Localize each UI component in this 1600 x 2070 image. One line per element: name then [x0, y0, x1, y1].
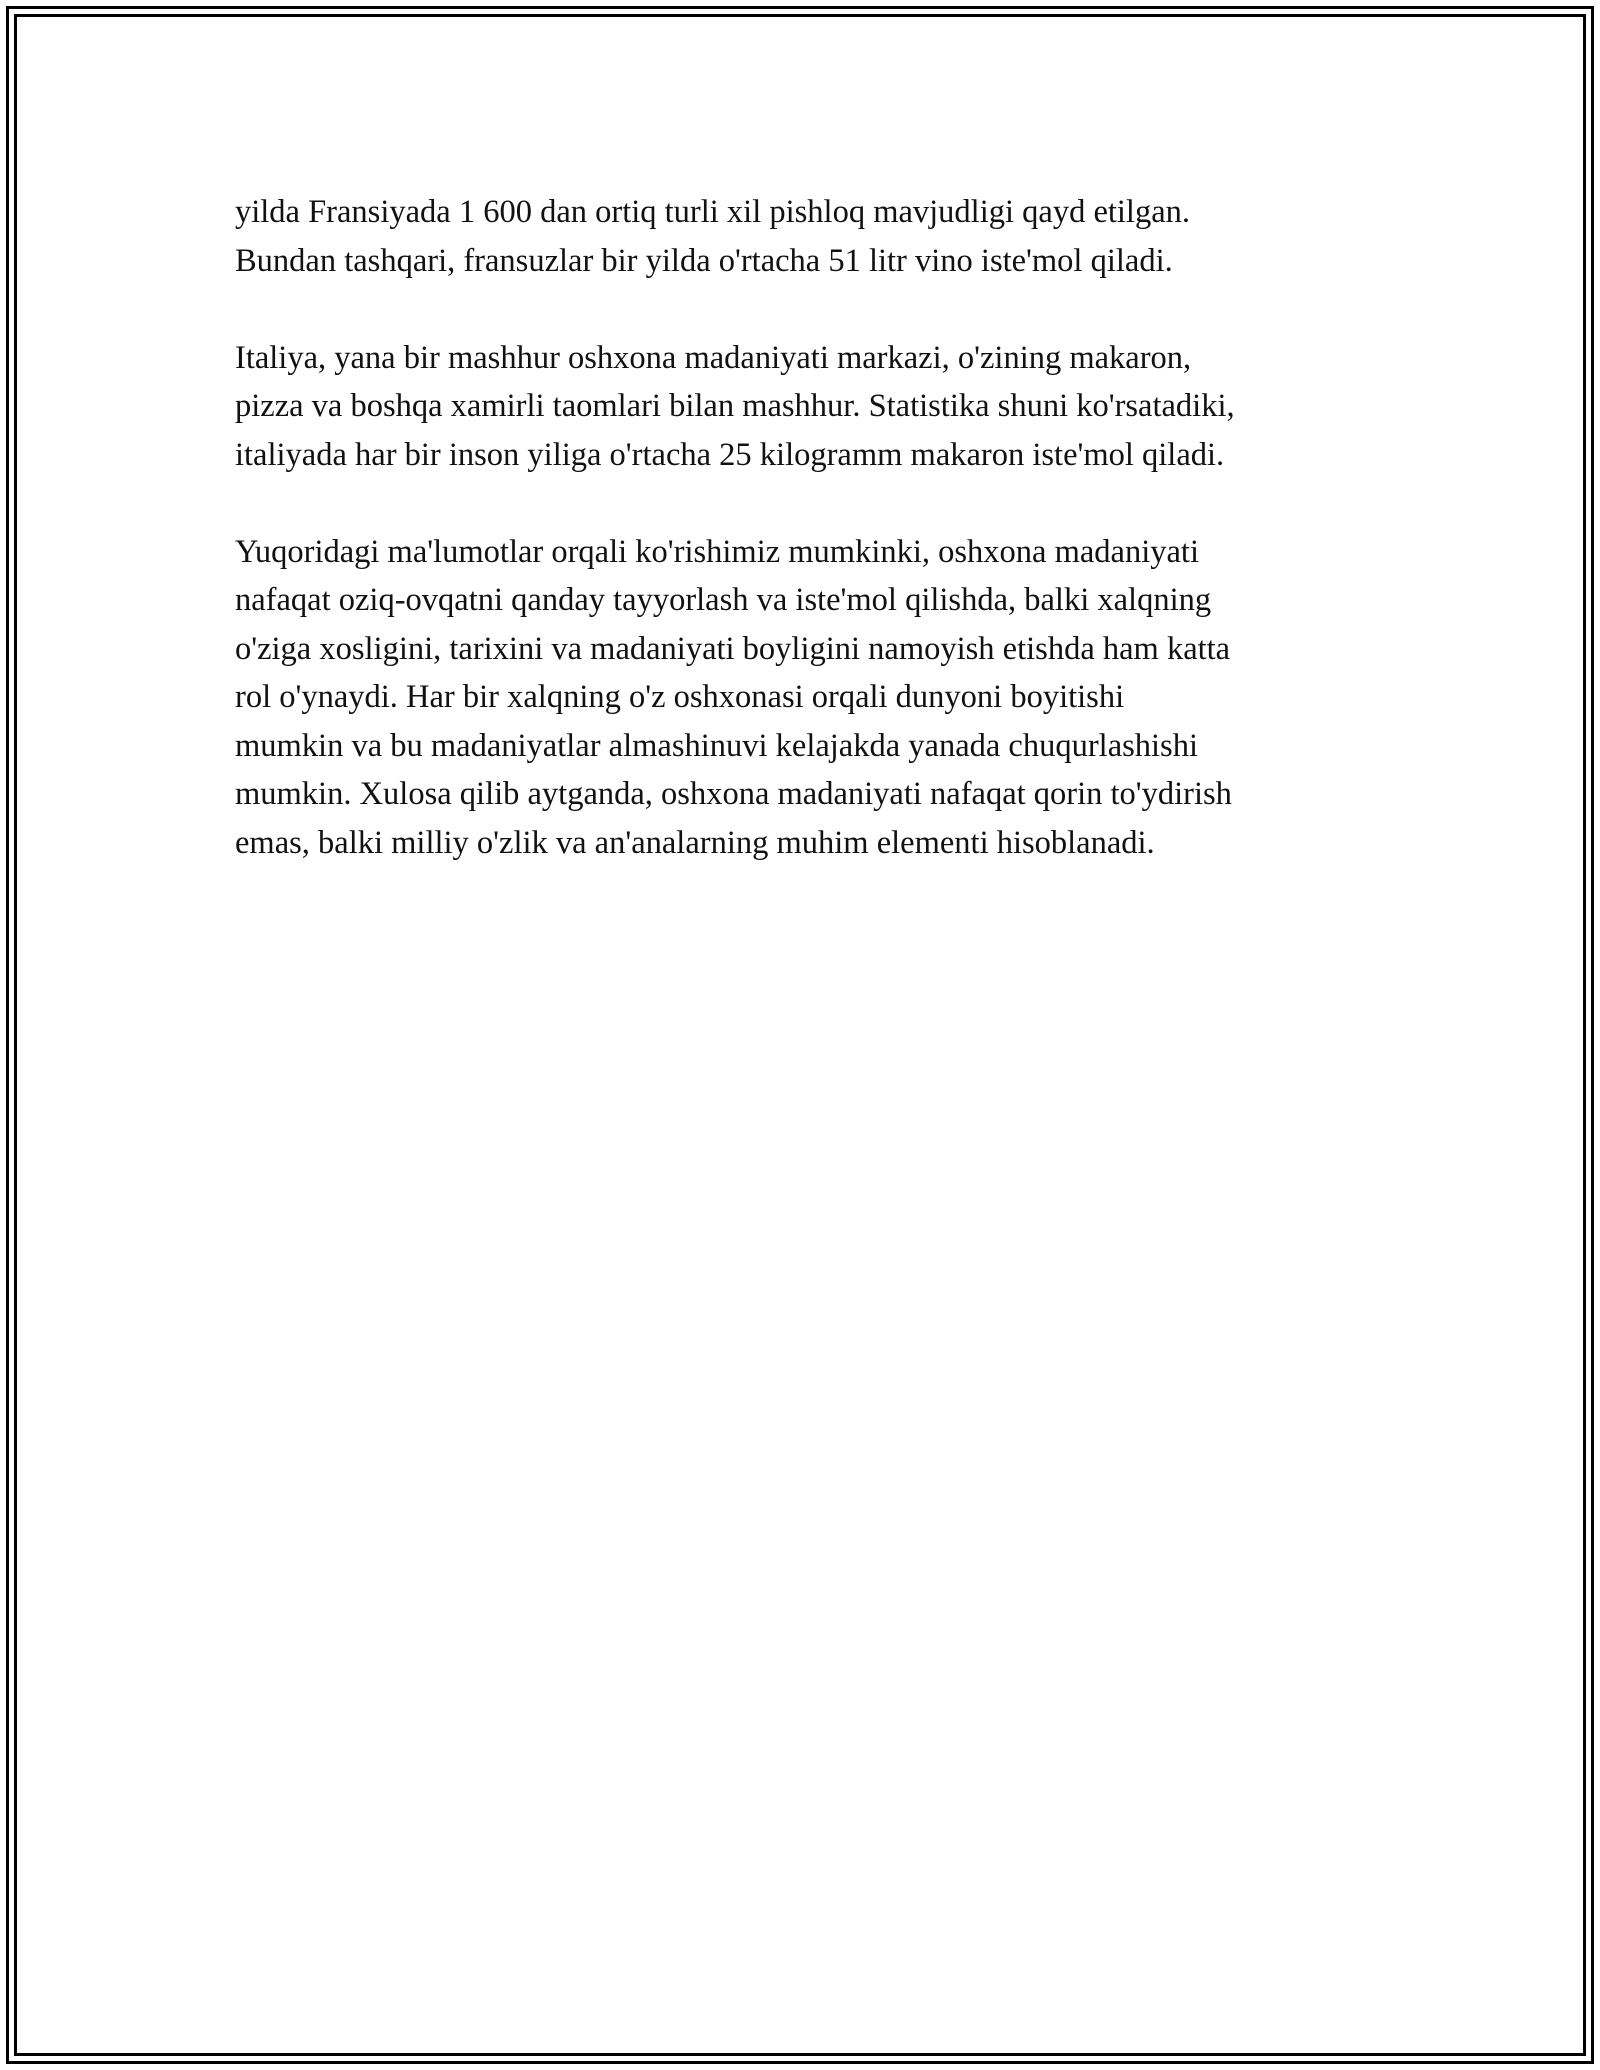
text-line: mumkin. Xulosa qilib aytganda, oshxona madaniyati nafaqat qorin to'ydirish — [235, 776, 1232, 812]
paragraph-3 — [235, 528, 1395, 868]
text-line: mumkin va bu madaniyatlar almashinuvi kelajakda yanada chuqurlashishi — [235, 727, 1198, 764]
text-line: Italiya, yana bir mashhur oshxona madaniyati markazi, o'zining makaron, — [235, 339, 1192, 376]
text-line: emas, balki milliy o'zlik va an'analarning muhim elementi hisoblanadi. — [235, 824, 1155, 861]
text-line: yilda Fransiyada 1 600 dan ortiq turli xil pishloq mavjudligi qayd etilgan. — [235, 194, 1191, 230]
text-line: o'ziga xosligini, tarixini va madaniyati boyligini namoyish etishda ham katta — [235, 630, 1231, 667]
text-line: Bundan tashqari, fransuzlar bir yilda o'rtacha 51 litr vino iste'mol qiladi. — [235, 242, 1173, 279]
paragraph-2 — [235, 334, 1395, 480]
text-line: nafaqat oziq-ovqatni qanday tayyorlash va iste'mol qilishda, balki xalqning — [235, 582, 1212, 618]
paragraph-1 — [235, 188, 1395, 285]
text-line: italiyada har bir inson yiliga o'rtacha 25 kilogramm makaron iste'mol qiladi. — [235, 436, 1225, 473]
document-body — [235, 188, 1395, 916]
text-line: Yuqoridagi ma'lumotlar orqali ko'rishimiz mumkinki, oshxona madaniyati — [235, 533, 1199, 570]
text-line: rol o'ynaydi. Har bir xalqning o'z oshxonasi orqali dunyoni boyitishi — [235, 679, 1125, 715]
text-line: pizza va boshqa xamirli taomlari bilan mashhur. Statistika shuni ko'rsatadiki, — [235, 388, 1235, 424]
